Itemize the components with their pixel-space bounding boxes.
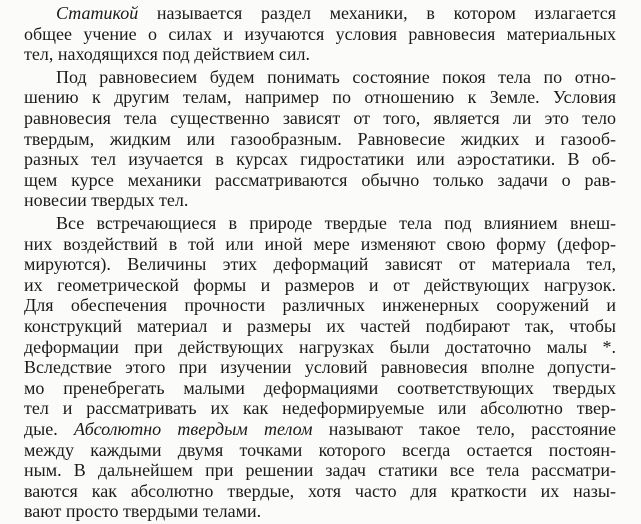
text-line: щем курсе механики рассматриваются обычно только задачи о рав- (24, 169, 616, 190)
text-line: мо пренебрегать малыми деформациями соответствующих твердых (24, 377, 616, 398)
text-line: деформации при действующих нагрузках были достаточно малы *. (24, 336, 616, 357)
text-line: Под равновесием будем понимать состояние покоя тела по отно- (56, 66, 616, 87)
term-statics: Статикой (56, 3, 139, 23)
text-line: ваются как абсолютно твердые, хотя часто для краткости их назы- (24, 480, 616, 501)
text-line: разных тел изучается в курсах гидростатики или аэростатики. В об- (24, 149, 616, 170)
text-line: мируются). Величины этих деформаций зависят от материала тел, (24, 254, 616, 275)
text-line: Все встречающиеся в природе твердые тела под влиянием внеш- (56, 213, 616, 233)
text-line: них воздействий в той или иной мере изменяют свою форму (дефор- (24, 233, 616, 254)
text-line: равновесия тела существенно зависят от того, является ли это тело (24, 108, 616, 128)
text-line: вают просто твердыми телами. (24, 501, 262, 522)
text-line: шению к другим телам, например по отношению к Земле. Условия (24, 87, 616, 108)
text-line: между каждыми двумя точками которого всегда остается постоян- (24, 439, 616, 460)
text-line: новесии твердых тел. (24, 190, 189, 211)
text-line: Статикой называется раздел механики, в котором излагается (56, 3, 616, 23)
text-line: тел, находящихся под действием сил. (24, 44, 310, 65)
text-line: твердым, жидким или газообразным. Равновесие жидких и газооб- (24, 128, 616, 149)
text-line: Вследствие этого при изучении условий равновесия вполне допусти- (24, 357, 616, 378)
text-line: общее учение о силах и изучаются условия равновесия материальных (24, 23, 616, 44)
term-rigid-body: Абсолютно твердым телом (74, 419, 313, 439)
text-line: их геометрической формы и размеров и от действующих нагрузок. (24, 274, 616, 295)
text-line: дые. Абсолютно твердым телом называют такое тело, расстояние (24, 419, 616, 439)
text-line: тел и рассматривать их как недеформируемые или абсолютно твер- (24, 398, 616, 419)
text-line: ным. В дальнейшем при решении задач статики все тела рассматри- (24, 460, 616, 481)
text-line: Для обеспечения прочности различных инженерных сооружений и (24, 295, 616, 316)
text-line: конструкций материал и размеры их частей подбирают так, чтобы (24, 316, 616, 336)
